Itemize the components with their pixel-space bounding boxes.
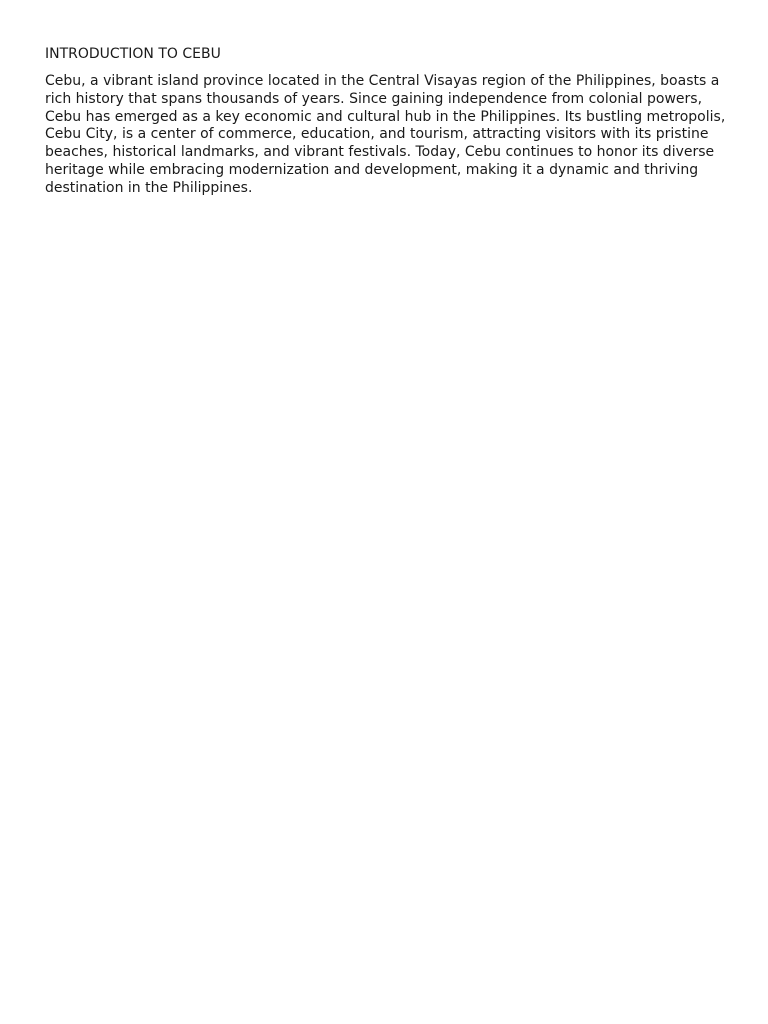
document-heading: INTRODUCTION TO CEBU (45, 46, 221, 62)
document-paragraph: Cebu, a vibrant island province located in the Central Visayas region of the Philippines, boasts a rich history that spans thousands of years. Since gaining independence from colonial powers, Cebu has emerged as a key economic and cultural hub in the Philippines. Its bustling metropolis, Cebu City, is a center of commerce, education, and tourism, attracting visitors with its pristine beaches, historical landmarks, and vibrant festivals. Today, Cebu continues to honor its diverse heritage while embracing modernization and development, making it a dynamic and thriving destination in the Philippines. (45, 73, 726, 196)
